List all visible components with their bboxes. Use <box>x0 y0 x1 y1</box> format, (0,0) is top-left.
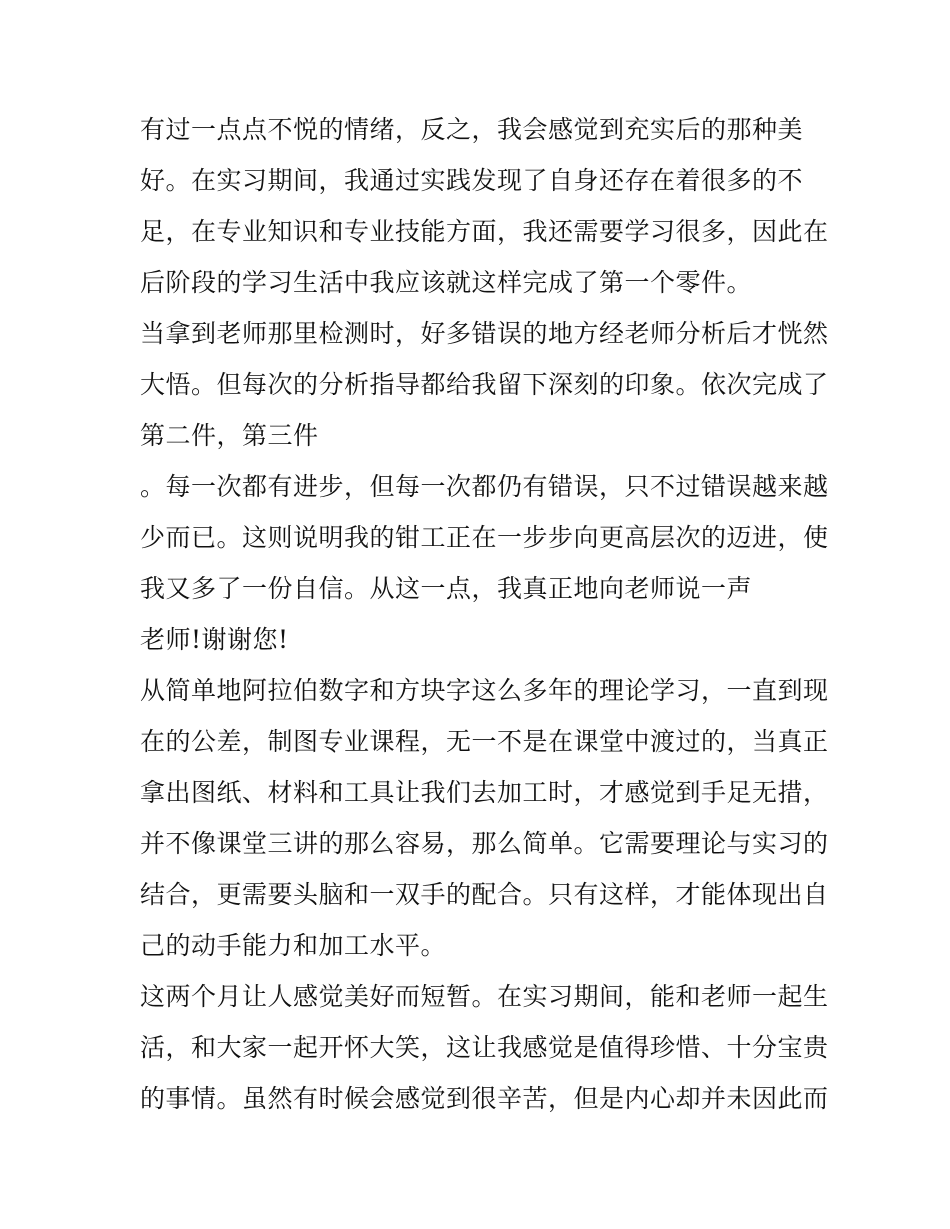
text-line: 有过一点点不悦的情绪，反之，我会感觉到充实后的那种美 <box>140 115 804 144</box>
text-line: 这两个月让人感觉美好而短暂。在实习期间，能和老师一起生 <box>140 982 829 1011</box>
text-line: 在的公差，制图专业课程，无一不是在课堂中渡过的，当真正 <box>140 727 829 756</box>
text-line: 当拿到老师那里检测时，好多错误的地方经老师分析后才恍然 <box>140 319 829 348</box>
text-line: 拿出图纸、材料和工具让我们去加工时，才感觉到手足无措， <box>140 778 829 807</box>
text-line: 大悟。但每次的分析指导都给我留下深刻的印象。依次完成了 <box>140 370 829 399</box>
text-line: 足，在专业知识和专业技能方面，我还需要学习很多，因此在 <box>140 217 829 246</box>
text-line: 好。在实习期间，我通过实践发现了自身还存在着很多的不 <box>140 166 804 195</box>
text-line: 己的动手能力和加工水平。 <box>140 931 447 960</box>
text-line: 从简单地阿拉伯数字和方块字这么多年的理论学习，一直到现 <box>140 676 829 705</box>
text-line: 第二件，第三件 <box>140 421 319 450</box>
text-line: 的事情。虽然有时候会感觉到很辛苦，但是内心却并未因此而 <box>140 1084 829 1113</box>
text-line: 结合，更需要头脑和一双手的配合。只有这样，才能体现出自 <box>140 880 829 909</box>
text-line: 。每一次都有进步，但每一次都仍有错误，只不过错误越来越 <box>140 472 829 501</box>
text-line: 并不像课堂三讲的那么容易，那么简单。它需要理论与实习的 <box>140 829 829 858</box>
document-body <box>140 104 829 1124</box>
text-line: 我又多了一份自信。从这一点，我真正地向老师说一声 <box>140 574 753 603</box>
text-line: 后阶段的学习生活中我应该就这样完成了第一个零件。 <box>140 268 753 297</box>
text-line: 少而已。这则说明我的钳工正在一步步向更高层次的迈进，使 <box>140 523 829 552</box>
text-line: 活，和大家一起开怀大笑，这让我感觉是值得珍惜、十分宝贵 <box>140 1033 829 1062</box>
text-line: 老师!谢谢您! <box>140 625 289 654</box>
